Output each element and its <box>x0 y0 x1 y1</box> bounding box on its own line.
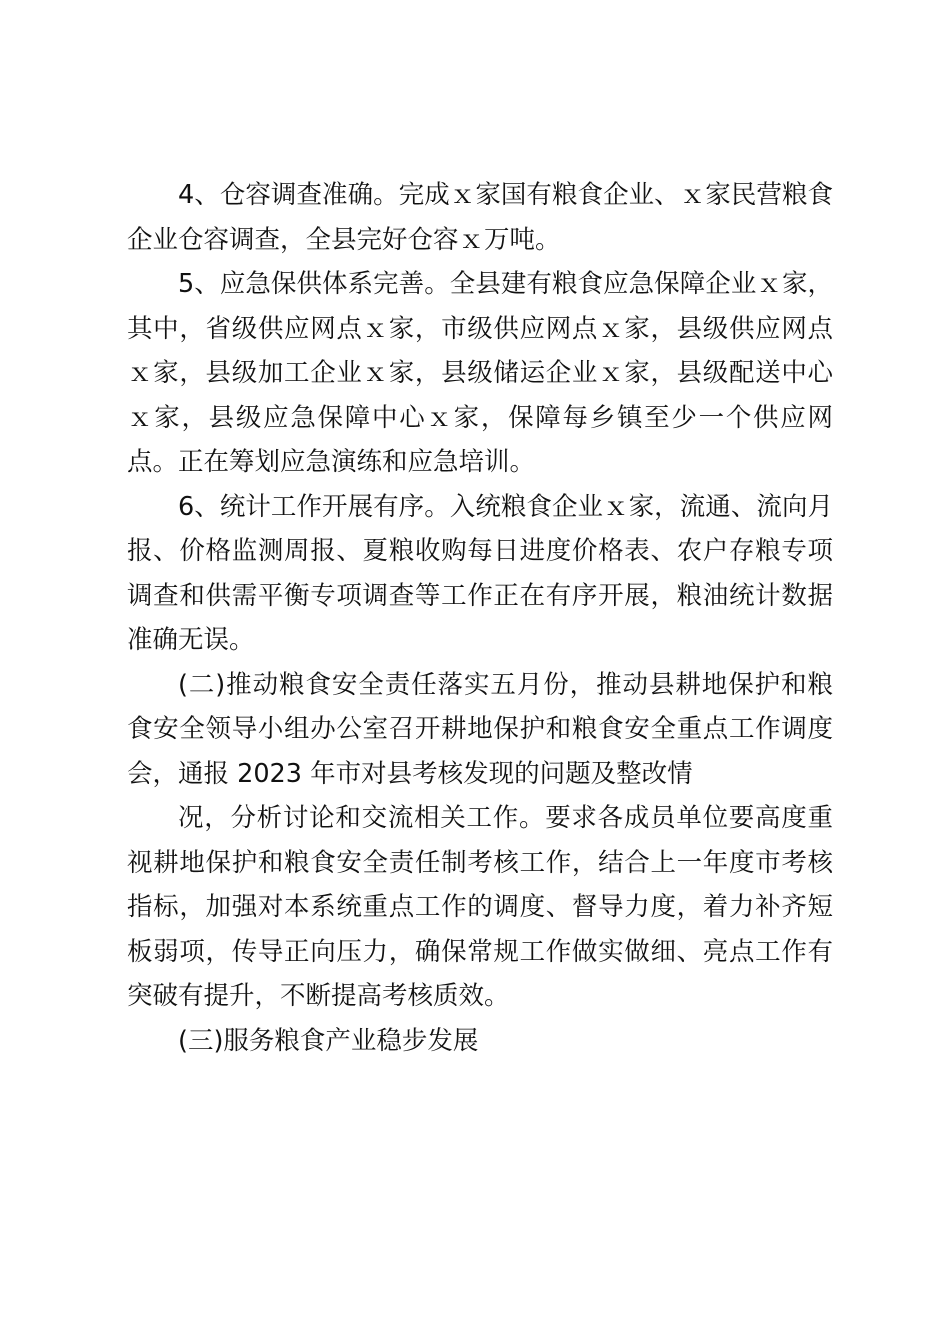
paragraph-industry-development-heading: (三)服务粮食产业稳步发展 <box>178 1025 479 1056</box>
document-body <box>127 173 833 1063</box>
paragraph-assessment-requirements: 况，分析讨论和交流相关工作。要求各成员单位要高度重视耕地保护和粮食安全责任制考核工作，结合上一年度市考核指标，加强对本系统重点工作的调度、督导力度，着力补齐短板弱项，传导正向压力，确保常规工作做实做细、亮点工作有突破有提升，不断提高考核质效。 <box>127 803 833 1011</box>
paragraph-emergency-supply: 5、应急保供体系完善。全县建有粮食应急保障企业ｘ家，其中，省级供应网点ｘ家，市级供应网点ｘ家，县级供应网点ｘ家，县级加工企业ｘ家，县级储运企业ｘ家，县级配送中心ｘ家，县级应急保障中心ｘ家，保障每乡镇至少一个供应网点。正在筹划应急演练和应急培训。 <box>127 269 833 477</box>
paragraph-food-security-responsibility: (二)推动粮食安全责任落实五月份，推动县耕地保护和粮食安全领导小组办公室召开耕地保护和粮食安全重点工作调度会，通报 2023 年市对县考核发现的问题及整改情 <box>127 669 833 789</box>
paragraph-warehouse-survey: 4、仓容调查准确。完成ｘ家国有粮食企业、ｘ家民营粮食企业仓容调查，全县完好仓容ｘ万吨。 <box>127 180 833 255</box>
paragraph-statistics-work: 6、统计工作开展有序。入统粮食企业ｘ家，流通、流向月报、价格监测周报、夏粮收购每日进度价格表、农户存粮专项调查和供需平衡专项调查等工作正在有序开展，粮油统计数据准确无误。 <box>127 491 833 655</box>
